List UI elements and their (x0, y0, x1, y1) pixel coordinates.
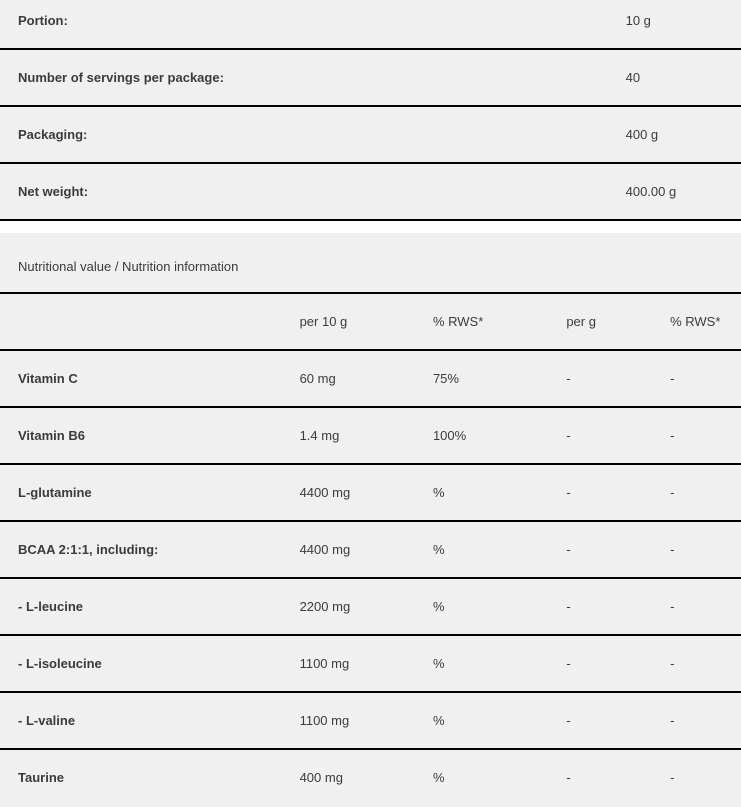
nutrient-row-l-isoleucine (0, 635, 741, 692)
nutrient-rws-portion: % (415, 635, 548, 692)
nutrient-rws-portion: % (432, 770, 445, 785)
nutrient-per-g: - (548, 692, 652, 749)
nutrient-per-g: - (548, 635, 652, 692)
info-label: Packaging: (0, 106, 608, 163)
nutrient-rws-g: - (652, 464, 741, 521)
nutrient-per-g: - (548, 350, 652, 407)
nutrition-title-row (0, 233, 741, 293)
nutrient-rws-g: - (652, 350, 741, 407)
info-value: 10 g (608, 0, 741, 49)
nutrient-rws-portion: 75% (415, 350, 548, 407)
column-header-blank (0, 293, 282, 350)
nutrient-name: - L-valine (0, 692, 282, 749)
nutrient-row-l-glutamine (0, 464, 741, 521)
nutrient-name: - L-isoleucine (0, 635, 282, 692)
product-info-table (0, 0, 741, 221)
nutrient-rws-portion: % (415, 464, 548, 521)
nutrient-row-vitamin-b6 (0, 407, 741, 464)
column-header-per-portion: per 10 g (282, 293, 415, 350)
nutrient-row-taurine (0, 749, 741, 805)
info-row-servings (0, 49, 741, 106)
nutrient-row-vitamin-c (0, 350, 741, 407)
nutrient-per-g: - (548, 578, 652, 635)
info-row-net-weight (0, 163, 741, 220)
nutrient-row-l-leucine (0, 578, 741, 635)
nutrient-per-portion: 400 mg (299, 770, 343, 785)
nutrient-per-g: - (548, 521, 652, 578)
nutrient-name: BCAA 2:1:1, including: (0, 521, 282, 578)
nutrient-name: Vitamin C (0, 350, 282, 407)
nutrient-rws-portion: % (415, 692, 548, 749)
nutrient-rws-g: - (652, 407, 741, 464)
info-value: 400.00 g (608, 163, 741, 220)
nutrient-name: Taurine (18, 770, 64, 785)
nutrient-rws-g: - (652, 521, 741, 578)
nutrient-rws-g: - (670, 770, 675, 785)
nutrient-per-portion: 1.4 mg (282, 407, 415, 464)
nutrient-per-portion: 1100 mg (282, 635, 415, 692)
nutrition-section (0, 233, 741, 807)
nutrient-per-g: - (548, 407, 652, 464)
nutrient-per-portion: 2200 mg (282, 578, 415, 635)
nutrient-row-bcaa (0, 521, 741, 578)
nutrient-rws-portion: 100% (415, 407, 548, 464)
nutrition-header-row (0, 293, 741, 350)
nutrient-rws-portion: % (415, 521, 548, 578)
nutrient-per-portion: 4400 mg (282, 464, 415, 521)
info-row-packaging (0, 106, 741, 163)
nutrient-rws-g: - (652, 635, 741, 692)
section-divider-gap (0, 221, 741, 233)
nutrient-rws-g: - (652, 692, 741, 749)
info-row-portion (0, 0, 741, 49)
nutrient-row-l-valine (0, 692, 741, 749)
nutrient-per-g: - (548, 464, 652, 521)
nutrition-table (0, 233, 741, 805)
info-label: Portion: (0, 0, 608, 49)
nutrient-name: - L-leucine (0, 578, 282, 635)
nutrition-section-title: Nutritional value / Nutrition information (0, 233, 741, 293)
column-header-rws-g: % RWS* (652, 293, 741, 350)
info-label: Number of servings per package: (0, 49, 608, 106)
nutrient-name: Vitamin B6 (0, 407, 282, 464)
nutrient-name: L-glutamine (0, 464, 282, 521)
column-header-rws-portion: % RWS* (415, 293, 548, 350)
nutrient-rws-portion: % (415, 578, 548, 635)
column-header-per-g: per g (548, 293, 652, 350)
info-value: 400 g (608, 106, 741, 163)
nutrient-per-portion: 4400 mg (282, 521, 415, 578)
nutrient-per-portion: 60 mg (282, 350, 415, 407)
info-label: Net weight: (0, 163, 608, 220)
info-value: 40 (608, 49, 741, 106)
nutrient-per-g: - (566, 770, 571, 785)
nutrient-per-portion: 1100 mg (282, 692, 415, 749)
nutrient-rws-g: - (652, 578, 741, 635)
